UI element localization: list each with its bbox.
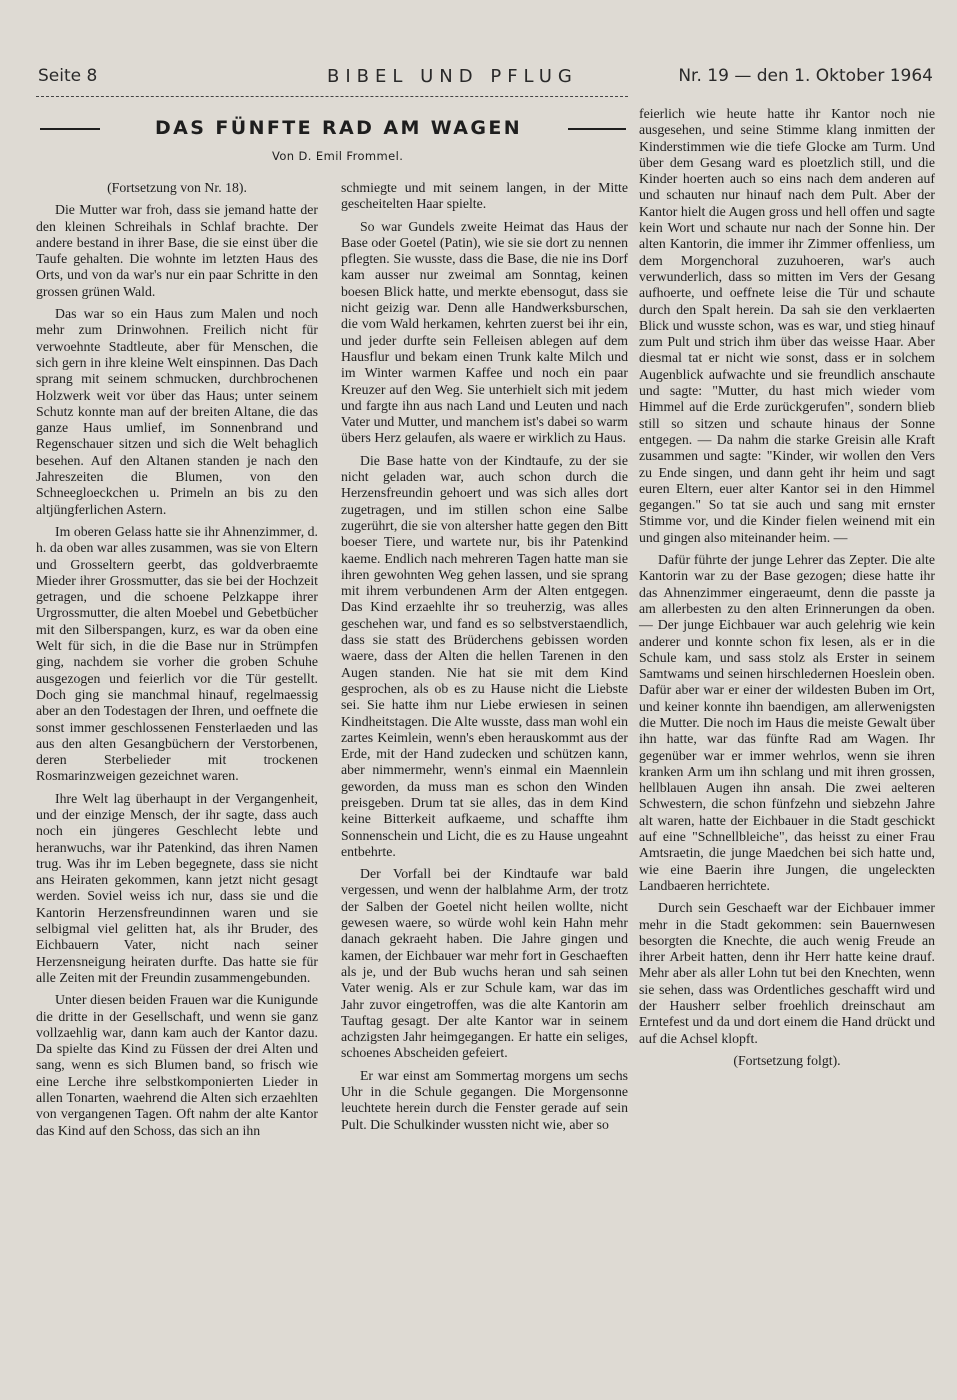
issue-date: Nr. 19 — den 1. Oktober 1964	[678, 66, 933, 86]
paragraph: Dafür führte der junge Lehrer das Zepter. Die alte Kantorin war zu der Base gezogen; diese hatte ihr das Ahnenzimmer eingeraeumt, denn die passte ja am allerbesten zu den alten Erinnerungen da oben. — Der junge Eichbauer war auch gelehrig wie kein anderer und konnte schon fix lesen, als er in die Schule kam, und sass stolz als Erster in seinem Samtwams und seinen hirschledernen Hoeslein oben. Dafür aber war er einer der wildesten Buben im Ort, und keiner konnte ihn baendigen, am allerwenigsten die Mutter. Die noch im Haus die meiste Gewalt über ihn hatte, war das fünfte Rad am Wagen. Ihr gegenüber war er immer wehrlos, wenn sie ihren kranken Arm um ihn schlang und mit ihren grossen, hellblauen Augen ihn ansah. Die zwei aelteren Schwestern, die schon fünfzehn und siebzehn Jahre alt waren, hatte der Eichbauer in die Stadt geschickt auf eine "Schnellbleiche", das heisst zu einer Frau Amtsraetin, die junge Maedchen bei sich hatte und, wie eine Baerin ihre Jungen, die ungeleckten Landbaeren herrichtete.	[639, 552, 935, 893]
text-column-3	[639, 106, 935, 1075]
paragraph: Die Base hatte von der Kindtaufe, zu der sie nicht geladen war, auch schon durch die Herzensfreundin gehoert und was sich alles dort zugetragen, und im stillen schon eine Salbe zugerührt, die sie von altersher hatte gegen den Bitt boeser Tiere, und wartete nur, bis ihr Patenkind kaeme. Endlich nach mehreren Tagen hatte man sie ihren gewohnten Weg gehen lassen, und sie sprang mit ihrem verbundenen Arm der Alten entgegen. Das Kind erzaehlte ihr so treuherzig, was alles geschehen war, und fand es so selbstverstaendlich, dass sie statt des Brüderchens gebissen worden waere, dass der Alten die hellen Tarenen in den Augen standen. Nie hat sie mit dem Kind gesprochen, als ob es zu Hause nicht die Liebste sei. Sie hatte ihm nur Liebe erwiesen in seinen Kindheitstagen. Die Alte wusste, dass man wohl ein zartes Keimlein, wenn's eben herauskommt aus der Erde, mit der Hand zudecken und schützen kann, aber nimmermehr, wenn's einmal ein Maennlein geworden, da muss man es schon den Winden preisgeben. Drum tat sie alles, das in dem Kind keine Bitterkeit aufkaeme, und schaffte ihm Sonnenschein und Licht, die es zu Hause ungeahnt entbehrte.	[341, 452, 629, 859]
paragraph: Die Mutter war froh, dass sie jemand hatte der den kleinen Schreihals in Schlaf brachte. Der andere bestand in ihrer Base, die sie einst über die Taufe gehalten. Die wohnte im letzten Haus des Orts, und von da war's nur ein paar Schritte in den grossen grünen Wald.	[36, 202, 318, 299]
to-be-continued: (Fortsetzung folgt).	[733, 1052, 841, 1068]
paragraph: Der Vorfall bei der Kindtaufe war bald vergessen, und wenn der halblahme Arm, der trotz der Salben der Goetel nicht heilen wollte, nicht gewesen waere, so würde wohl kein Hahn mehr danach gekraeht haben. Die Jahre gingen und kamen, der Eichbauer war mehr fort in Geschaeften als je, und der Bub wuchs heran und sah seinen Vater wenig. Als er zur Schule kam, war das im Jahr zuvor eingetroffen, was die alte Kantorin am Tauftag gesagt. Der alte Kantor war in seinem achzigsten Jahr heimgegangen. Er hatte ein seliges, schoenes Abscheiden gefeiert.	[341, 866, 628, 1061]
paragraph: Das war so ein Haus zum Malen und noch mehr zum Drinwohnen. Freilich nicht für verwoehnte Stadtleute, aber für Menschen, die sich gern in ihre kleine Welt einspinnen. Das Dach sprang mit seinem schmucken, durchbrochenen Holzwerk weit vor über das Haus; unter seinem Schutz konnte man auf der breiten Altane, die das ganze Haus umlief, im Sonnenbrand und Regenschauer sitzen und sich die Welt behaglich besehen. Auf den Altanen standen je nach den Jahreszeiten die Blumen, von den Schneegloeckchen u. Primeln an bis zu den altjüngferlichen Astern.	[36, 306, 318, 517]
paragraph: Im oberen Gelass hatte sie ihr Ahnenzimmer, d. h. da oben war alles zusammen, was sie von Eltern und Grosseltern geerbt, das goldverbraemte Mieder ihrer Grossmutter, das sie bei der Hochzeit getragen, und die schoene Pelzkappe ihrer Urgrossmutter, die alten Moebel und Gebetbücher mit den Silberspangen, kurz, es war da oben eine Welt für sich, in die die Base nur in Strümpfen ging, nachdem sie vorher die groben Schuhe ausgezogen und feierlich vor die Tür gestellt. Doch ging sie manchmal hinauf, regelmaessig aber an den Todestagen der Ihren, und oeffnete die sonst immer geschlossenen Fensterlaeden und las aus den alten Gesangbüchern der Verstorbenen, deren Sterbelieder mit trockenen Rosmarinzweigen gezeichnet waren.	[36, 523, 318, 784]
text-column-2	[341, 180, 628, 1139]
paragraph: Unter diesen beiden Frauen war die Kunigunde die dritte in der Gesellschaft, und wenn sie ganz vollzaehlig war, dann kam auch der Kantor dazu. Da spielte das Kind zu Füssen der drei Alten und sang, wenn es sich Blumen band, so frisch wie eine Lerche ihre selbstkomponierten Lieder in allen Tonarten, waehrend die Alten sich erzaehlten von vergangenen Tagen. Oft nahm der alte Kantor das Kind auf den Schoss, das sich an ihn	[36, 992, 318, 1138]
paragraph: schmiegte und mit seinem langen, in der Mitte gescheitelten Haar spielte.	[341, 180, 628, 212]
paragraph: feierlich wie heute hatte ihr Kantor noch nie ausgesehen, und seine Stimme klang inmitten der Kinderstimmen wie die tiefe Glocke am Turm. Und über dem Gesang ward es ploetzlich still, und die Kinder hoerten auch so eins nach dem anderen auf und schauten nur hinauf nach dem Pult. Aber der Kantor hielt die Augen gross und hell offen und sagte kein Wort und schaute nur nach der Sonne hin. Der alten Kantorin, die immer ihr Zimmer offenliess, um dem Morgenchoral zuzuhoeren, war's auch verwunderlich, dass so mitten im Vers der Gesang aufhoerte, und oeffnete leise die Tür und schaute durch den Spalt herein. Da sah sie den verklaerten Blick und wusste schon, was es war, und stieg hinauf zum Pult und strich ihm über das weisse Haar. Aber diesmal tat er nicht wie sonst, dass er in solchem Augenblick aufwachte und sie freundlich anschaute und sagte: "Mutter, du hast mich wieder vom Himmel auf die Erde zurückgerufen", sondern blieb still so sitzen und schaute hinaus der Sonne entgegen. — Da nahm die starke Greisin alle Kraft zusammen und sagte: "Kinder, wir wollen den Vers zu Ende singen, und dann geht ihr heim und sagt euren Eltern, euer alter Kantor sei in den Himmel gegangen." So tat sie auch und sang mit ernster Stimme vor, und die Kinder fielen weinend mit ein und gingen also miteinander heim. —	[639, 106, 935, 545]
paragraph: Ihre Welt lag überhaupt in der Vergangenheit, und der einzige Mensch, der ihr sagte, dass auch noch ein jüngeres Geschlecht lebte und heranwuchs, war ihr Patenkind, das ihren Namen trug. Was ihr im Leben begegnete, dass sie nicht ans Heiraten gekommen, kann jetzt nicht gesagt werden. Soviel weiss ich nur, dass sie und die Kantorin Herzensfreundinnen waren und sie selbigmal viel gelitten hat, als ihr Bruder, des Eichbauern Vater, nicht nach seiner Herzensneigung heiraten durfte. Das hatte sie für alle Zeiten mit der Freundin zusammengebunden.	[36, 790, 318, 985]
paragraph: Er war einst am Sommertag morgens um sechs Uhr in die Schule gegangen. Die Morgensonne leuchtete herein durch die Fenster gerade auf sein Pult. Die Schulkinder wussten nicht wie, aber so	[341, 1067, 628, 1132]
paragraph: So war Gundels zweite Heimat das Haus der Base oder Goetel (Patin), wie sie sie dort zu nennen pflegten. Sie wusste, dass die Base, die nie ins Dorf kam ausser nur zweimal am Sonntag, keinen boesen Blick hatte, und merkte ebensogut, dass sie nicht geizig war. Denn alle Handwerksburschen, die vom Wald herkamen, kehrten zuerst bei ihr ein, und jeder durfte sein Felleisen ablegen auf dem Hausflur und bekam einen Trunk kalte Milch und im Winter warmen Kaffee und noch ein paar Kreuzer auf den Weg. Sie unterhielt sich mit jedem und fargte ihn aus nach Land und Leuten und nach Vater und Mutter, und manchem ist's dabei so warm übers Herz gelaufen, als waere er wirklich zu Haus.	[341, 218, 628, 446]
paragraph: Durch sein Geschaeft war der Eichbauer immer mehr in die Stadt gekommen: sein Bauernwesen besorgten die Knechte, die auch wenig Freude an ihrer Arbeit hatten, denn ihr Herr hatte keine drauf. Mehr aber als aller Lohn tut bei den Knechten, wenn sie sehen, dass was Ordentliches geschafft wird und der Hausherr selber froehlich dreinschaut am Erntefest und da und dort einem die Hand drückt und auf die Achsel klopft.	[639, 900, 935, 1046]
page-number: Seite 8	[38, 66, 98, 86]
article-title: DAS FÜNFTE RAD AM WAGEN	[155, 117, 523, 139]
continuation-note: (Fortsetzung von Nr. 18).	[107, 180, 247, 195]
text-column-1	[36, 180, 318, 1145]
header-rule	[36, 96, 628, 97]
title-bar-left	[40, 128, 100, 130]
article-byline: Von D. Emil Frommel.	[272, 149, 404, 163]
publication-title: BIBEL UND PFLUG	[327, 66, 578, 87]
title-bar-right	[568, 128, 626, 130]
